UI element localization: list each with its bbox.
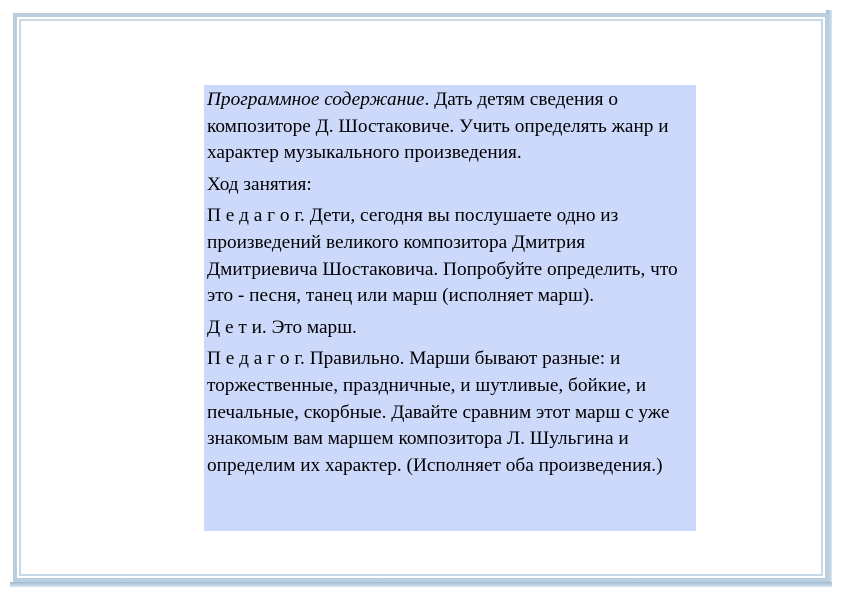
children-label: Д е т и.	[207, 316, 267, 338]
teacher-paragraph-2	[207, 346, 694, 479]
teacher-text-2: Правильно. Марши бывают разные: и торжественные, праздничные, и шутливые, бойкие, и печальные, скорбные. Давайте сравним этот марш с уже знакомым вам маршем композитора Л. Шульгина и определим их характер. (Исполняет оба произведения.)	[207, 348, 670, 476]
teacher-label: П е д а г о г.	[207, 205, 305, 227]
program-paragraph	[207, 87, 694, 167]
teacher-paragraph-1	[207, 203, 694, 309]
lesson-text-box	[204, 85, 696, 531]
frame-shadow-bottom	[10, 582, 832, 587]
children-text: Это марш.	[266, 316, 357, 338]
progress-heading: Ход занятия:	[207, 173, 312, 195]
program-text: . Дать детям сведения о композиторе Д. Шостаковиче. Учить определять жанр и характер музыкального произведения.	[207, 89, 669, 164]
teacher-label: П е д а г о г.	[207, 348, 305, 370]
teacher-text-1: Дети, сегодня вы послушаете одно из произведений великого композитора Дмитрия Дмитриевича Шостаковича. Попробуйте определить, что это - песня, танец или марш (исполняет марш).	[207, 205, 678, 307]
program-label: Программное содержание	[207, 89, 425, 110]
children-paragraph	[207, 315, 694, 342]
